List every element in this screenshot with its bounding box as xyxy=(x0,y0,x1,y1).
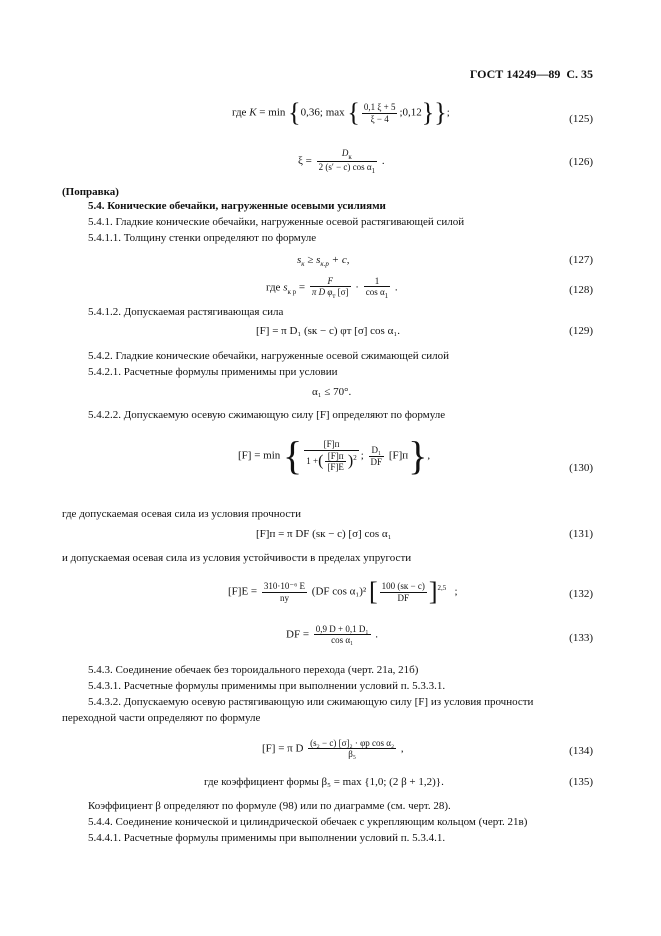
paragraph-5-4-4-1: 5.4.4.1. Расчетные формулы применимы при выполнении условий п. 5.3.4.1. xyxy=(88,832,446,844)
paragraph-5-4-3-2: 5.4.3.2. Допускаемую осевую растягивающую или сжимающую силу [F] из условия прочности xyxy=(88,696,534,708)
paragraph-5-4-4: 5.4.4. Соединение конической и цилиндрической обечаек с укрепляющим кольцом (черт. 21в) xyxy=(88,816,528,828)
paragraph-5-4-2-1: 5.4.2.1. Расчетные формулы применимы при условии xyxy=(88,366,338,378)
correction-note: (Поправка) xyxy=(62,186,119,198)
paragraph-5-4-3-1: 5.4.3.1. Расчетные формулы применимы при выполнении условий п. 5.3.3.1. xyxy=(88,680,446,692)
eq-number-132: (132) xyxy=(569,588,593,600)
eq-number-125: (125) xyxy=(569,113,593,125)
paragraph-5-4-2-2: 5.4.2.2. Допускаемую осевую сжимающую силу [F] определяют по формуле xyxy=(88,409,446,421)
paragraph-coefficient: Коэффициент β определяют по формуле (98) или по диаграмме (см. черт. 28). xyxy=(88,800,451,812)
paragraph-5-4-2: 5.4.2. Гладкие конические обечайки, нагруженные осевой сжимающей силой xyxy=(88,350,449,362)
eq-number-128: (128) xyxy=(569,284,593,296)
eq-number-135: (135) xyxy=(569,776,593,788)
eq-number-126: (126) xyxy=(569,156,593,168)
equation-131: [F]п = π DF (sк − c) [σ] cos α₁ xyxy=(256,528,392,540)
eq-number-127: (127) xyxy=(569,254,593,266)
doc-number: ГОСТ 14249—89 xyxy=(469,67,561,81)
paragraph-5-4-3: 5.4.3. Соединение обечаек без тороидального перехода (черт. 21а, 21б) xyxy=(88,664,419,676)
equation-125: где K = min {0,36; max { $\frac{0,1 \xi + 5}{\xi - 4}$ ;0,12}}; xyxy=(232,98,450,127)
eq-number-133: (133) xyxy=(569,632,593,644)
paragraph-5-4-1: 5.4.1. Гладкие конические обечайки, нагруженные осевой растягивающей силой xyxy=(88,216,465,228)
eq-number-134: (134) xyxy=(569,745,593,757)
equation-133: DF = $\frac{\text{0,9 D + 0,1 D₁}}{\text{cos α₁}}$ . xyxy=(286,624,378,646)
equation-127: $s_к \ge s_{к.р} + c$, xyxy=(297,254,350,269)
section-heading-5-4: 5.4. Конические обечайки, нагруженные осевыми усилиями xyxy=(88,200,386,212)
equation-130: [F] = min { [F]п 1 +( $\frac{[F]п}{[F]E}$ )$^2$ ; $\frac{\text{D₁}}{DF}$ [F]п}, xyxy=(238,433,431,478)
equation-128: где $s_{к р}$ = $\frac{F}{\pi D \varphi_т [\sigma]}$ · $\frac{1}{\cos \alpha_1}$ . xyxy=(266,276,398,301)
equation-134: [F] = π D $\frac{\text{(s₂ − c) [σ]₂ · φр cos α₂}}{\text{β₅}}$ , xyxy=(262,738,404,760)
eq-number-131: (131) xyxy=(569,528,593,540)
paragraph-5-4-3-2-cont: переходной части определяют по формуле xyxy=(62,712,261,724)
condition-alpha: α₁ ≤ 70°. xyxy=(312,386,352,398)
eq-number-129: (129) xyxy=(569,325,593,337)
text-before-132: и допускаемая осевая сила из условия устойчивости в пределах упругости xyxy=(62,552,412,564)
text-before-131: где допускаемая осевая сила из условия прочности xyxy=(62,508,301,520)
equation-126: ξ = $\frac{D_к}{2 (s' - c) \cos \alpha_1}$ . xyxy=(298,148,385,175)
page-number: С. 35 xyxy=(566,67,593,81)
page-header xyxy=(470,67,593,82)
equation-132: [F]E = $\frac{\text{310·10⁻⁶ E}}{nу}$ (DF cos α₁)² [ $\frac{100 (sк - c)}{DF}$ ]$^{2,5}$ ; xyxy=(228,577,458,606)
equation-135: где коэффициент формы β₅ = max {1,0; (2 β + 1,2)}. xyxy=(204,776,444,788)
eq-number-130: (130) xyxy=(569,462,593,474)
paragraph-5-4-1-1: 5.4.1.1. Толщину стенки определяют по формуле xyxy=(88,232,317,244)
equation-129: [F] = π D₁ (sк − c) φт [σ] cos α₁. xyxy=(256,325,400,337)
paragraph-5-4-1-2: 5.4.1.2. Допускаемая растягивающая сила xyxy=(88,306,284,318)
